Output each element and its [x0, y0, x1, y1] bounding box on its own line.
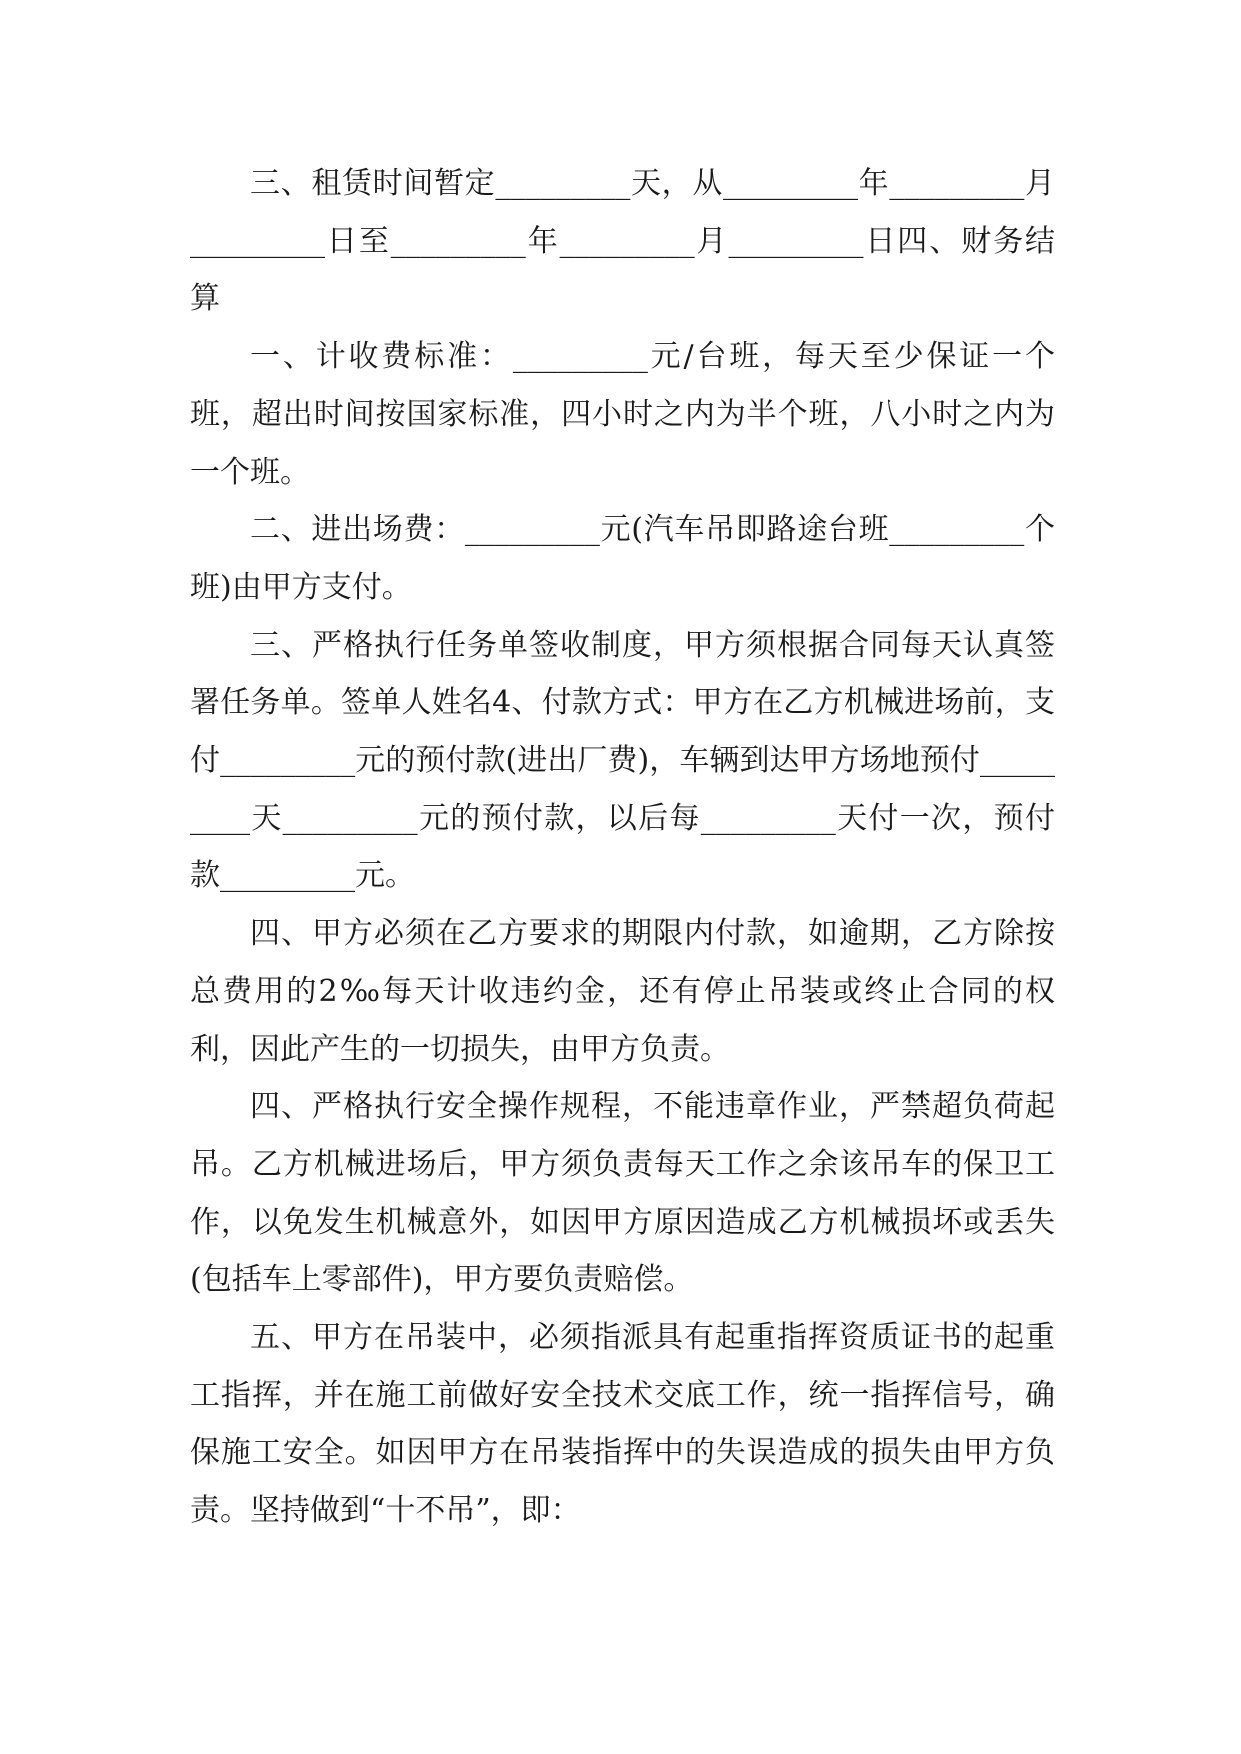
paragraph-lease-period: 三、租赁时间暂定_________天，从_________年_________月_________日至_________年_________月_________日四、财务结算 [190, 166, 1055, 317]
paragraph-entry-exit-fee: 二、进出场费：_________元(汽车吊即路途台班_________个班)由甲方支付。 [190, 512, 1055, 605]
paragraph-task-sheet-payment: 三、严格执行任务单签收制度，甲方须根据合同每天认真签署任务单。签单人姓名4、付款方式：甲方在乙方机械进场前，支付_________元的预付款(进出厂费)，车辆到达甲方场地预付_________天_________元的预付款，以后每_________天付一次，预付款_________元。 [190, 627, 1055, 894]
paragraph-safety-rules: 四、严格执行安全操作规程，不能违章作业，严禁超负荷起吊。乙方机械进场后，甲方须负责每天工作之余该吊车的保卫工作，以免发生机械意外，如因甲方原因造成乙方机械损坏或丢失(包括车上零部件)，甲方要负责赔偿。 [190, 1089, 1055, 1298]
paragraph-lifting-command: 五、甲方在吊装中，必须指派具有起重指挥资质证书的起重工指挥，并在施工前做好安全技术交底工作，统一指挥信号，确保施工安全。如因甲方在吊装指挥中的失误造成的损失由甲方负责。坚持做到“十不吊”，即： [190, 1320, 1055, 1529]
paragraph-fee-standard: 一、计收费标准：_________元/台班，每天至少保证一个班，超出时间按国家标准，四小时之内为半个班，八小时之内为一个班。 [190, 339, 1055, 490]
document-body [190, 155, 1055, 1540]
paragraph-payment-deadline: 四、甲方必须在乙方要求的期限内付款，如逾期，乙方除按总费用的2‰每天计收违约金，还有停止吊装或终止合同的权利，因此产生的一切损失，由甲方负责。 [190, 916, 1055, 1067]
